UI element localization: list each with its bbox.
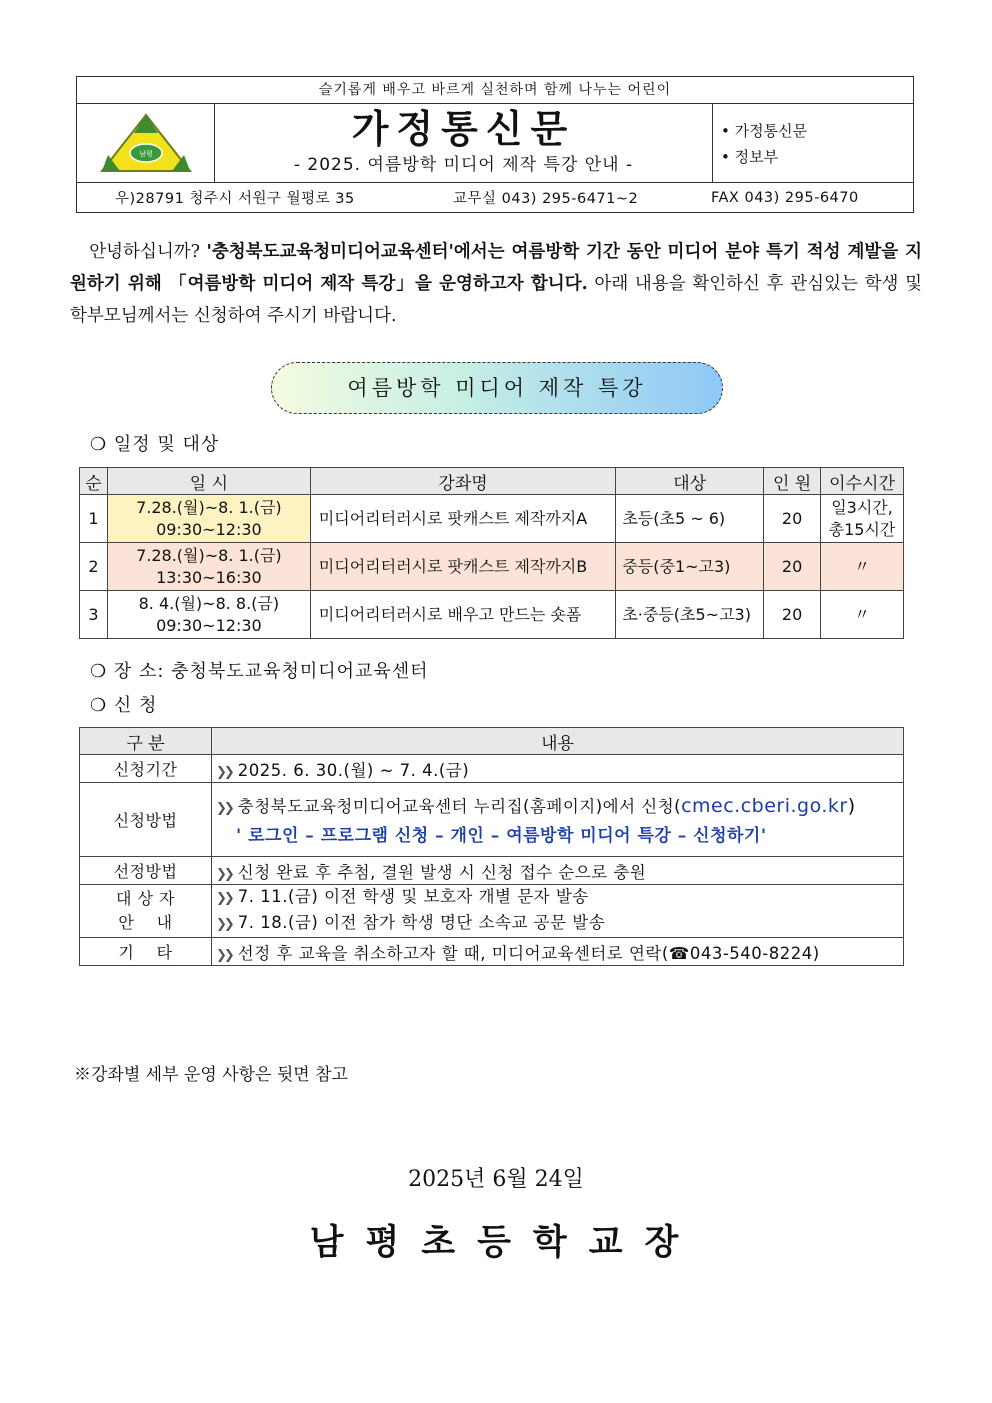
row-content: ❯❯ 선정 후 교육을 취소하고자 할 때, 미디어교육센터로 연락(☎043-540-8224) <box>212 938 904 966</box>
fax-number: FAX 043) 295-6470 <box>711 189 859 206</box>
col-header: 강좌명 <box>310 468 616 495</box>
school-motto: 슬기롭게 배우고 바르게 실천하며 함께 나누는 어린이 <box>77 77 913 104</box>
school-logo <box>77 104 215 182</box>
contact-row <box>77 183 913 212</box>
row-content: ❯❯ 7. 11.(금) 이전 학생 및 보호자 개별 문자 발송 ❯❯ 7. 18.(금) 이전 참가 학생 명단 소속교 공문 발송 <box>212 885 904 938</box>
intro-rest: 아래 내용을 확인하신 후 관심있는 학생 및 학부모님께서는 신청하여 주시기 바랍니다. <box>70 274 922 326</box>
row-label: 신청방법 <box>80 783 212 857</box>
table-row <box>80 783 904 857</box>
row-target: 초등(초5 ~ 6) <box>616 495 764 543</box>
col-header: 인 원 <box>764 468 821 495</box>
page-subtitle: - 2025. 여름방학 미디어 제작 특강 안내 - <box>293 155 634 175</box>
table-row <box>80 885 904 938</box>
school-emblem-icon <box>96 111 196 175</box>
footnote: ※강좌별 세부 운영 사항은 뒷면 참고 <box>74 1065 348 1085</box>
row-hours: 일3시간, 총15시간 <box>821 495 904 543</box>
arrow-icon: ❯❯ <box>216 917 232 932</box>
section-banner: 여름방학 미디어 제작 특강 <box>271 362 723 414</box>
row-content: ❯❯ 충청북도교육청미디어교육센터 누리집(홈페이지)에서 신청(cmec.cberi.go.kr) ' 로그인 – 프로그램 신청 – 개인 – 여름방학 미디어 특강 – 신청하기' <box>212 783 904 857</box>
arrow-icon: ❯❯ <box>216 764 232 780</box>
schedule-table <box>79 467 904 639</box>
col-header: 대상 <box>616 468 764 495</box>
table-row <box>80 495 904 543</box>
intro-paragraph <box>70 236 922 332</box>
row-hours: 〃 <box>821 543 904 591</box>
letter-header <box>76 76 914 213</box>
table-row <box>80 755 904 783</box>
category-tags <box>713 104 913 182</box>
office-phone: 교무실 043) 295-6471~2 <box>453 191 639 207</box>
row-number: 2 <box>80 543 108 591</box>
row-label: 선정방법 <box>80 857 212 885</box>
section-schedule-heading: ❍ 일정 및 대상 <box>90 434 220 455</box>
arrow-icon: ❯❯ <box>216 866 232 882</box>
arrow-icon: ❯❯ <box>216 891 232 906</box>
table-row <box>80 857 904 885</box>
intro-bold: '충청북도교육청미디어교육센터'에서는 여름방학 기간 동안 미디어 분야 특기 적성 계발을 지원하기 위해 「여름방학 미디어 제작 특강」을 운영하고자 합니다. <box>70 242 923 294</box>
intro-greeting: 안녕하십니까? <box>89 242 207 262</box>
col-header: 구 분 <box>80 728 212 755</box>
row-course: 미디어리터러시로 팟캐스트 제작까지B <box>310 543 616 591</box>
place-info: ❍ 장 소: 충청북도교육청미디어교육센터 <box>90 661 429 682</box>
row-target: 중등(중1~고3) <box>616 543 764 591</box>
principal-signature: 남평초등학교장 <box>309 1222 701 1263</box>
col-header: 이수시간 <box>821 468 904 495</box>
row-course: 미디어리터러시로 배우고 만드는 숏폼 <box>310 591 616 639</box>
row-hours: 〃 <box>821 591 904 639</box>
row-course: 미디어리터러시로 팟캐스트 제작까지A <box>310 495 616 543</box>
row-count: 20 <box>764 591 821 639</box>
section-apply-heading: ❍ 신 청 <box>90 695 158 716</box>
table-row <box>80 938 904 966</box>
tag-item: • 정보부 <box>721 148 779 166</box>
col-header: 내용 <box>212 728 904 755</box>
address: 우)28791 청주시 서원구 월평로 35 <box>115 191 355 207</box>
website-link[interactable]: cmec.cberi.go.kr <box>681 795 848 817</box>
row-label: 대 상 자 안 내 <box>80 885 212 938</box>
row-date: 7.28.(월)~8. 1.(금) 13:30~16:30 <box>107 543 310 591</box>
issue-date: 2025년 6월 24일 <box>408 1167 584 1192</box>
row-number: 1 <box>80 495 108 543</box>
row-label: 기 타 <box>80 938 212 966</box>
table-row <box>80 543 904 591</box>
row-target: 초·중등(초5~고3) <box>616 591 764 639</box>
svg-text:남평: 남평 <box>138 150 153 158</box>
row-number: 3 <box>80 591 108 639</box>
table-row <box>80 591 904 639</box>
col-header: 일 시 <box>107 468 310 495</box>
page-title: 가정통신문 <box>351 107 576 151</box>
row-date: 8. 4.(월)~8. 8.(금) 09:30~12:30 <box>107 591 310 639</box>
arrow-icon: ❯❯ <box>216 947 232 963</box>
row-count: 20 <box>764 495 821 543</box>
menu-path: ' 로그인 – 프로그램 신청 – 개인 – 여름방학 미디어 특강 – 신청하기' <box>236 826 767 846</box>
table-header-row <box>80 728 904 755</box>
table-header-row <box>80 468 904 495</box>
col-header: 순 <box>80 468 108 495</box>
row-content: ❯❯ 신청 완료 후 추첨, 결원 발생 시 신청 접수 순으로 충원 <box>212 857 904 885</box>
tag-item: • 가정통신문 <box>721 122 808 140</box>
application-table <box>79 727 904 966</box>
row-label: 신청기간 <box>80 755 212 783</box>
row-count: 20 <box>764 543 821 591</box>
row-content: ❯❯ 2025. 6. 30.(월) ~ 7. 4.(금) <box>212 755 904 783</box>
row-date: 7.28.(월)~8. 1.(금) 09:30~12:30 <box>107 495 310 543</box>
arrow-icon: ❯❯ <box>216 801 232 816</box>
